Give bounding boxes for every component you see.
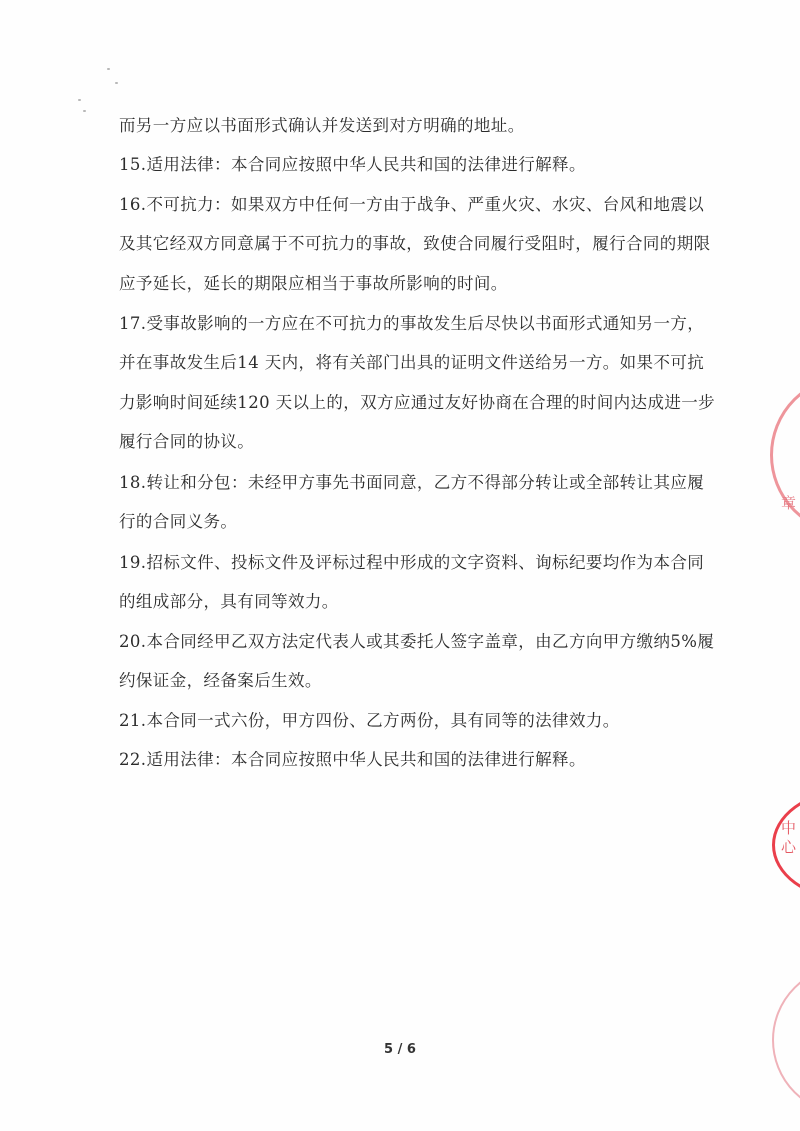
- seal-text: 中心: [779, 820, 797, 858]
- clause-22: 22.适用法律：本合同应按照中华人民共和国的法律进行解释。: [119, 750, 586, 769]
- scan-speck: [83, 110, 86, 112]
- text-line: 力影响时间延续120 天以上的，双方应通过友好协商在合理的时间内达成进一步: [119, 393, 716, 412]
- clause-15: 15.适用法律：本合同应按照中华人民共和国的法律进行解释。: [119, 155, 586, 174]
- text-line: 履行合同的协议。: [119, 432, 255, 451]
- scan-speck: [78, 99, 81, 101]
- clause-16: 16.不可抗力：如果双方中任何一方由于战争、严重火灾、水灾、台风和地震以: [119, 195, 705, 214]
- seal-text: 章: [779, 495, 797, 514]
- page-number: 5 / 6: [384, 1042, 416, 1057]
- scan-speck: [115, 82, 118, 84]
- text-line: 行的合同义务。: [119, 512, 238, 531]
- clause-21: 21.本合同一式六份，甲方四份、乙方两份，具有同等的法律效力。: [119, 711, 620, 730]
- text-line: 并在事故发生后14 天内，将有关部门出具的证明文件送给另一方。如果不可抗: [119, 353, 705, 372]
- clause-20: 20.本合同经甲乙双方法定代表人或其委托人签字盖章，由乙方向甲方缴纳5%履: [119, 632, 715, 651]
- text-line: 约保证金，经备案后生效。: [119, 671, 322, 690]
- scan-speck: [107, 68, 110, 70]
- text-line: 应予延长，延长的期限应相当于事故所影响的时间。: [119, 274, 508, 293]
- clause-18: 18.转让和分包：未经甲方事先书面同意，乙方不得部分转让或全部转让其应履: [119, 473, 705, 492]
- text-line: 而另一方应以书面形式确认并发送到对方明确的地址。: [119, 116, 525, 135]
- text-line: 及其它经双方同意属于不可抗力的事故，致使合同履行受阻时，履行合同的期限: [119, 234, 711, 253]
- clause-17: 17.受事故影响的一方应在不可抗力的事故发生后尽快以书面形式通知另一方，: [119, 314, 705, 333]
- text-line: 的组成部分，具有同等效力。: [119, 592, 339, 611]
- red-seal-stamp: [772, 965, 800, 1115]
- clause-19: 19.招标文件、投标文件及评标过程中形成的文字资料、询标纪要均作为本合同: [119, 553, 705, 572]
